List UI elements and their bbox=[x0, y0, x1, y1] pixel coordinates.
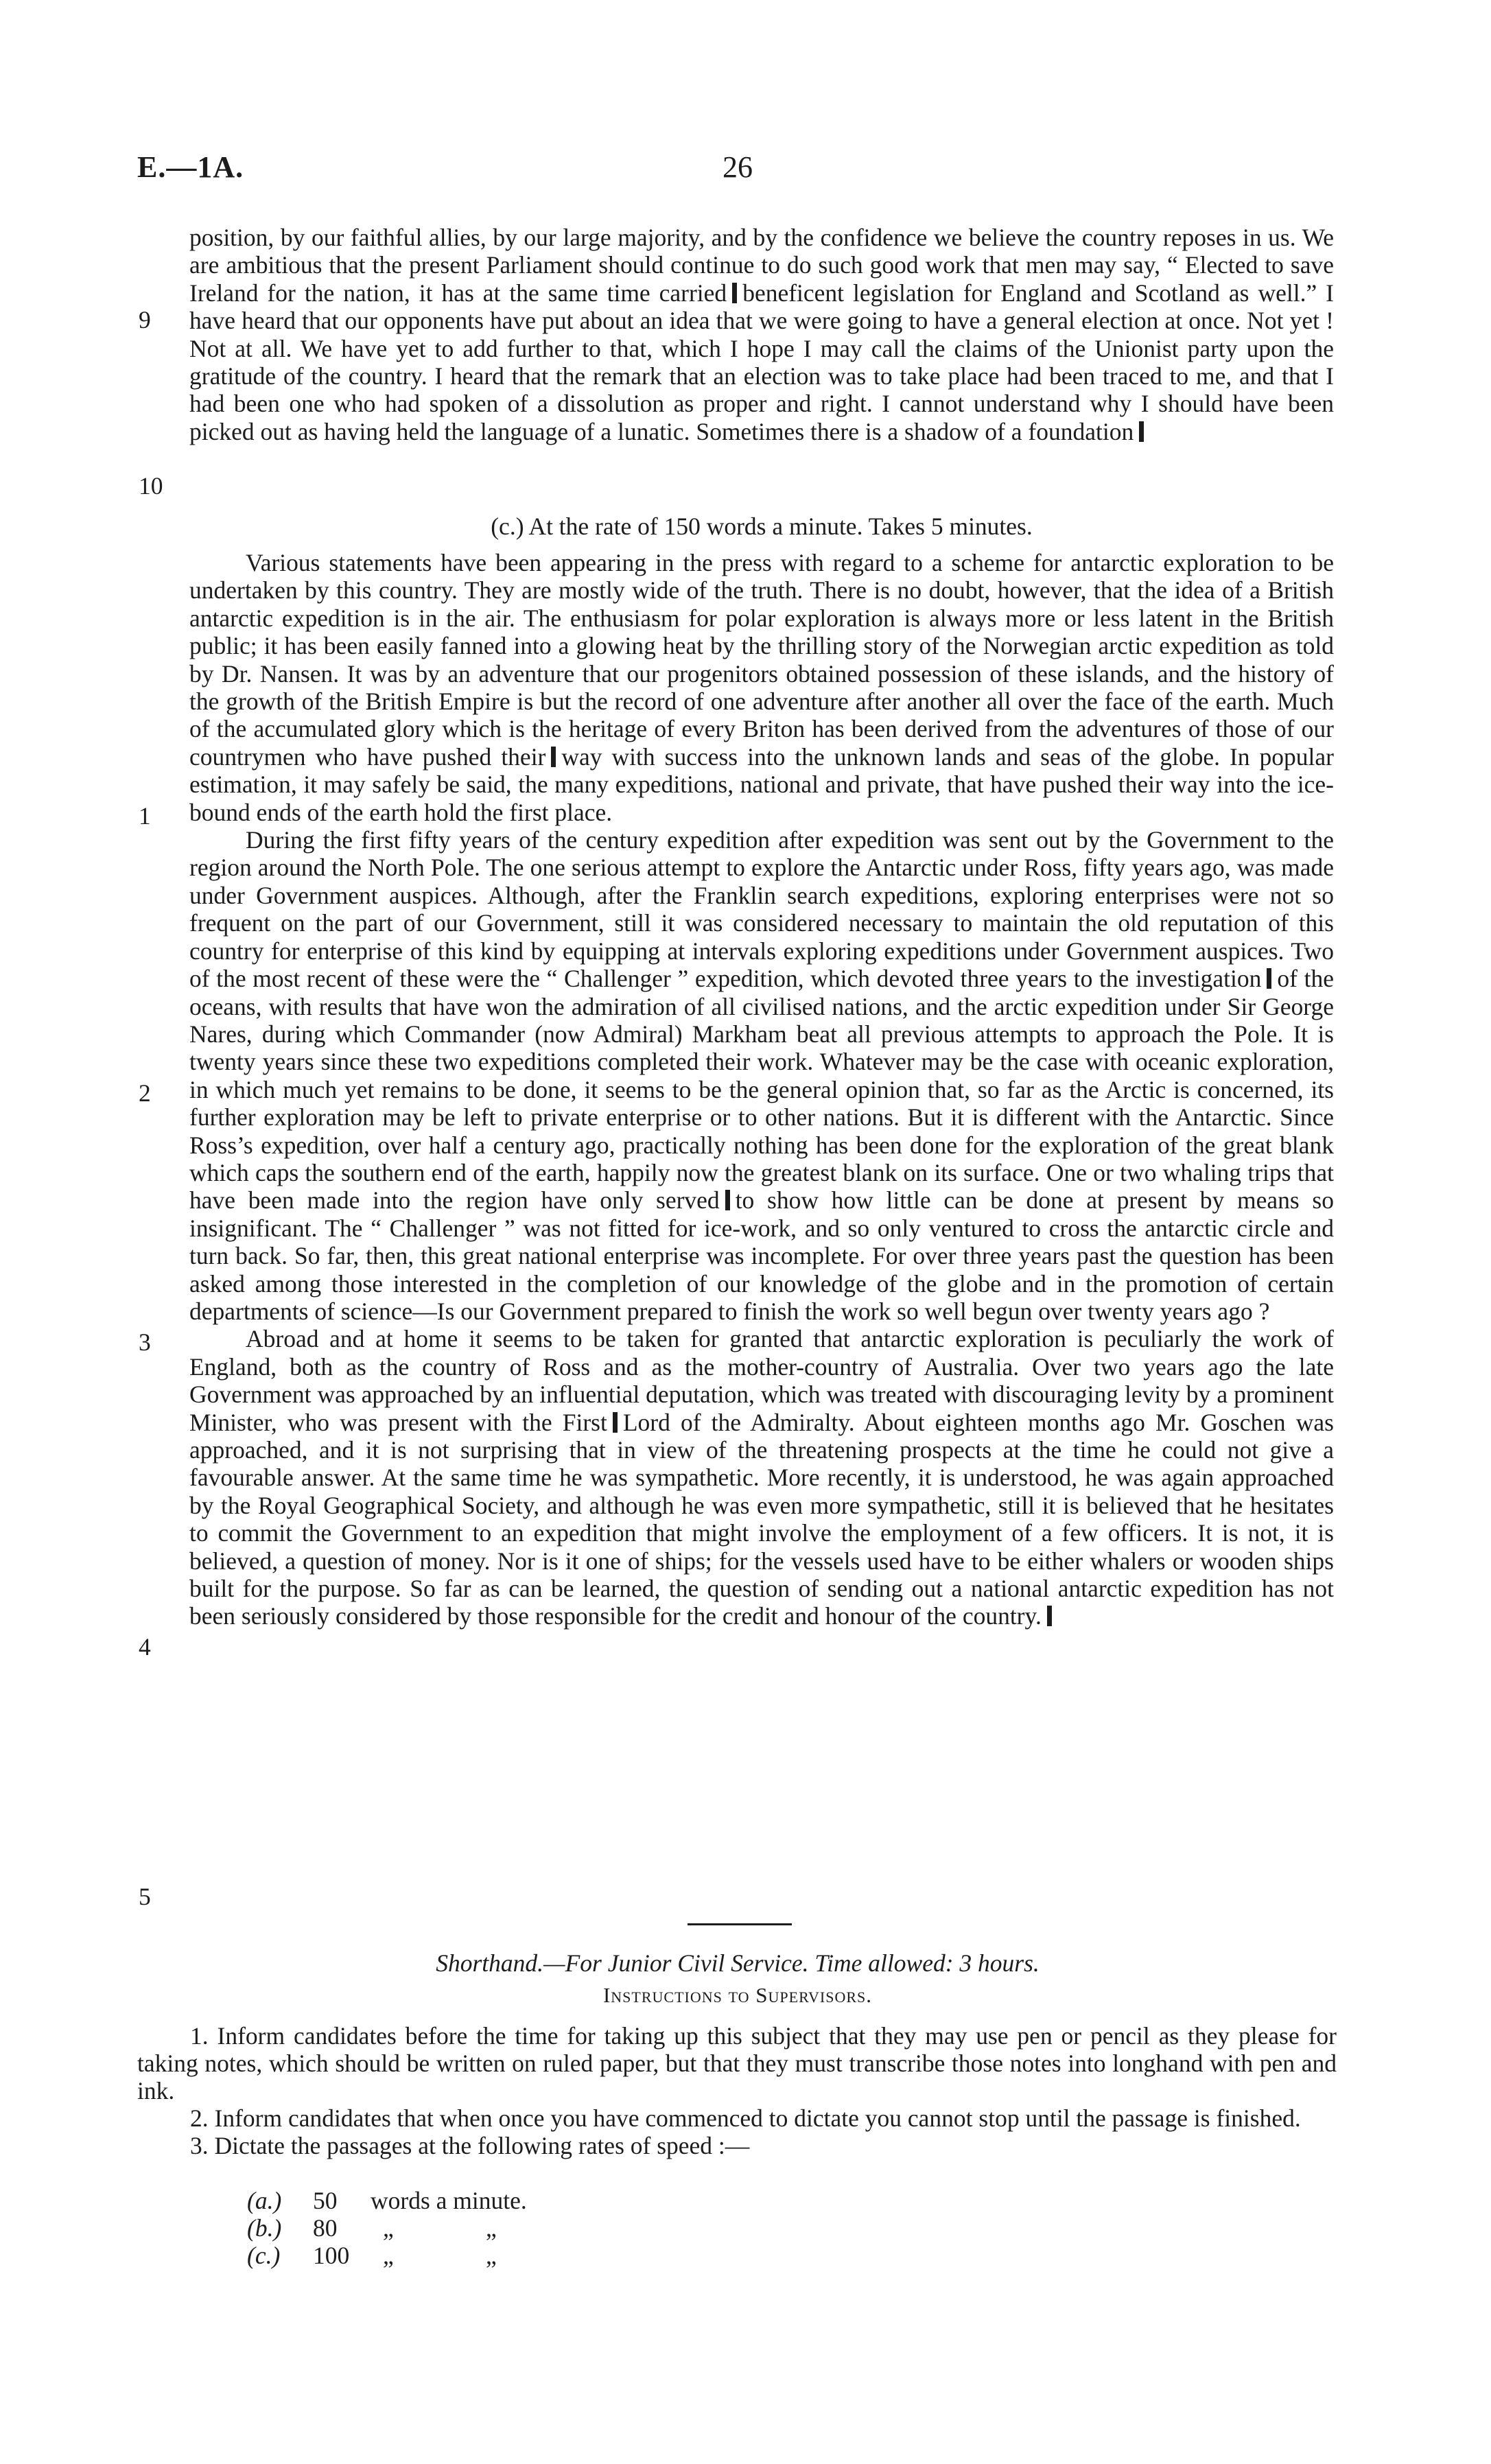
passage-b-continuation bbox=[189, 224, 1334, 445]
instructions bbox=[137, 2022, 1337, 2159]
section-divider bbox=[688, 1923, 792, 1925]
paragraph: Various statements have been appearing in the press with regard to a scheme for antarctic exploration to be undertaken by this country. They are mostly wide of the truth. There is no doubt, however, that the idea of a British antarctic expedition is in the air. The enthusiasm for polar exploration is always more or less latent in the British public; it has been easily fanned into a glowing heat by the thrilling story of the Norwegian arctic expedition as told by Dr. Nansen. It was by an adventure that our progenitors obtained possession of these islands, and the history of the growth of the British Empire is but the record of one adventure after another all over the face of the earth. Much of the accumulated glory which is the heritage of every Briton has been derived from the adventures of those of our countrymen who have pushed their way with success into the unknown lands and seas of the globe. In popular estimation, it may safely be said, the many expeditions, national and private, that have pushed their way into the ice-bound ends of the earth hold the first place. bbox=[189, 549, 1334, 826]
instruction-item: 2. Inform candidates that when once you have commenced to dictate you cannot stop until the passage is finished. bbox=[190, 2104, 1301, 2132]
ditto-mark: „ bbox=[486, 2214, 497, 2242]
ditto-mark: „ bbox=[486, 2242, 497, 2269]
division-marker bbox=[1047, 1606, 1052, 1626]
margin-number: 1 bbox=[139, 802, 151, 830]
division-marker bbox=[1267, 968, 1271, 989]
margin-number: 3 bbox=[139, 1328, 151, 1356]
division-marker bbox=[613, 1412, 618, 1433]
margin-number: 4 bbox=[139, 1633, 151, 1661]
instruction-item: 3. Dictate the passages at the following rates of speed :— bbox=[190, 2132, 750, 2159]
rate-label: (c.) bbox=[247, 2242, 281, 2269]
rate-unit: words a minute. bbox=[371, 2187, 527, 2214]
margin-number: 9 bbox=[139, 306, 151, 333]
instruction-item: 1. Inform candidates before the time for taking up this subject that they may use pen or pencil as they please for taking notes, which should be written on ruled paper, but that they must transcribe those notes into longhand with pen and ink. bbox=[137, 2022, 1337, 2104]
rate-row bbox=[247, 2214, 659, 2242]
instructions-heading: Instructions to Supervisors. bbox=[602, 1983, 873, 2007]
rate-value: 100 bbox=[313, 2242, 350, 2269]
ditto-mark: „ bbox=[383, 2214, 394, 2242]
rate-row bbox=[247, 2187, 659, 2214]
page-number: 26 bbox=[723, 150, 753, 184]
division-marker bbox=[725, 1190, 730, 1210]
section-heading: (c.) At the rate of 150 words a minute. Takes 5 minutes. bbox=[491, 513, 1033, 540]
ditto-mark: „ bbox=[383, 2242, 394, 2269]
rate-label: (b.) bbox=[247, 2214, 282, 2242]
rate-row bbox=[247, 2242, 659, 2269]
rates-list bbox=[247, 2187, 659, 2269]
page-header bbox=[137, 150, 1338, 198]
division-marker bbox=[551, 747, 556, 767]
division-marker bbox=[732, 283, 737, 303]
shorthand-title: Shorthand.—For Junior Civil Service. Time allowed: 3 hours. bbox=[436, 1949, 1040, 1977]
document-code: E.—1A. bbox=[137, 150, 244, 184]
paragraph: Abroad and at home it seems to be taken for granted that antarctic exploration is peculiarly the work of England, both as the country of Ross and as the mother-country of Australia. Over two years ago the late Government was approached by an influential deputation, which was treated with discouraging levity by a prominent Minister, who was present with the First Lord of the Admiralty. About eighteen months ago Mr. Goschen was approached, and it is not surprising that in view of the threatening prospects at the time he could not give a favourable answer. At the same time he was sympathetic. More recently, it is understood, he was again approached by the Royal Geographical Society, and although he was even more sympathetic, still it is believed that he hesitates to commit the Government to an expedition that might involve the employment of a few officers. It is not, it is believed, a question of money. Nor is it one of ships; for the vessels used have to be either whalers or wooden ships built for the purpose. So far as can be learned, the question of sending out a national antarctic expedition has not been seriously considered by those responsible for the credit and honour of the country. bbox=[189, 1325, 1334, 1630]
margin-number: 10 bbox=[139, 472, 163, 500]
margin-number: 2 bbox=[139, 1079, 151, 1107]
passage-c bbox=[189, 549, 1334, 1630]
rate-value: 50 bbox=[313, 2187, 338, 2214]
paragraph: position, by our faithful allies, by our large majority, and by the confidence we believe the country reposes in us. We are ambitious that the present Parliament should continue to do such good work that men may say, “ Elected to save Ireland for the nation, it has at the same time carried beneficent legislation for England and Scotland as well.” I have heard that our opponents have put about an idea that we were going to have a general election at once. Not yet ! Not at all. We have yet to add further to that, which I hope I may call the claims of the Unionist party upon the gratitude of the country. I heard that the remark that an election was to take place had been traced to me, and that I had been one who had spoken of a dissolution as proper and right. I cannot understand why I should have been picked out as having held the language of a lunatic. Sometimes there is a shadow of a foundation bbox=[189, 224, 1334, 445]
rate-value: 80 bbox=[313, 2214, 338, 2242]
paragraph: During the first fifty years of the century expedition after expedition was sent out by the Government to the region around the North Pole. The one serious attempt to explore the Antarctic under Ross, fifty years ago, was made under Government auspices. Although, after the Franklin search expeditions, exploring enterprises were not so frequent on the part of our Government, still it was considered necessary to maintain the old reputation of this country for enterprise of this kind by equipping at intervals exploring expeditions under Government auspices. Two of the most recent of these were the “ Challenger ” expedition, which devoted three years to the investigation of the oceans, with results that have won the admiration of all civilised nations, and the arctic expedition under Sir George Nares, during which Commander (now Admiral) Markham beat all previous attempts to approach the Pole. It is twenty years since these two expeditions completed their work. Whatever may be the case with oceanic exploration, in which much yet remains to be done, it seems to be the general opinion that, so far as the Arctic is concerned, its further exploration may be left to private enterprise or to other nations. But it is different with the Antarctic. Since Ross’s expedition, over half a century ago, practically nothing has been done for the exploration of the great blank which caps the southern end of the earth, happily now the greatest blank on its surface. One or two whaling trips that have been made into the region have only served to show how little can be done at present by means so insignificant. The “ Challenger ” was not fitted for ice-work, and so only ventured to cross the antarctic circle and turn back. So far, then, this great national enterprise was incomplete. For over three years past the question has been asked among those interested in the completion of our knowledge of the globe and in the promotion of certain departments of science—Is our Government prepared to finish the work so well begun over twenty years ago ? bbox=[189, 826, 1334, 1325]
rate-label: (a.) bbox=[247, 2187, 282, 2214]
division-marker bbox=[1139, 421, 1144, 442]
margin-number: 5 bbox=[139, 1883, 151, 1910]
